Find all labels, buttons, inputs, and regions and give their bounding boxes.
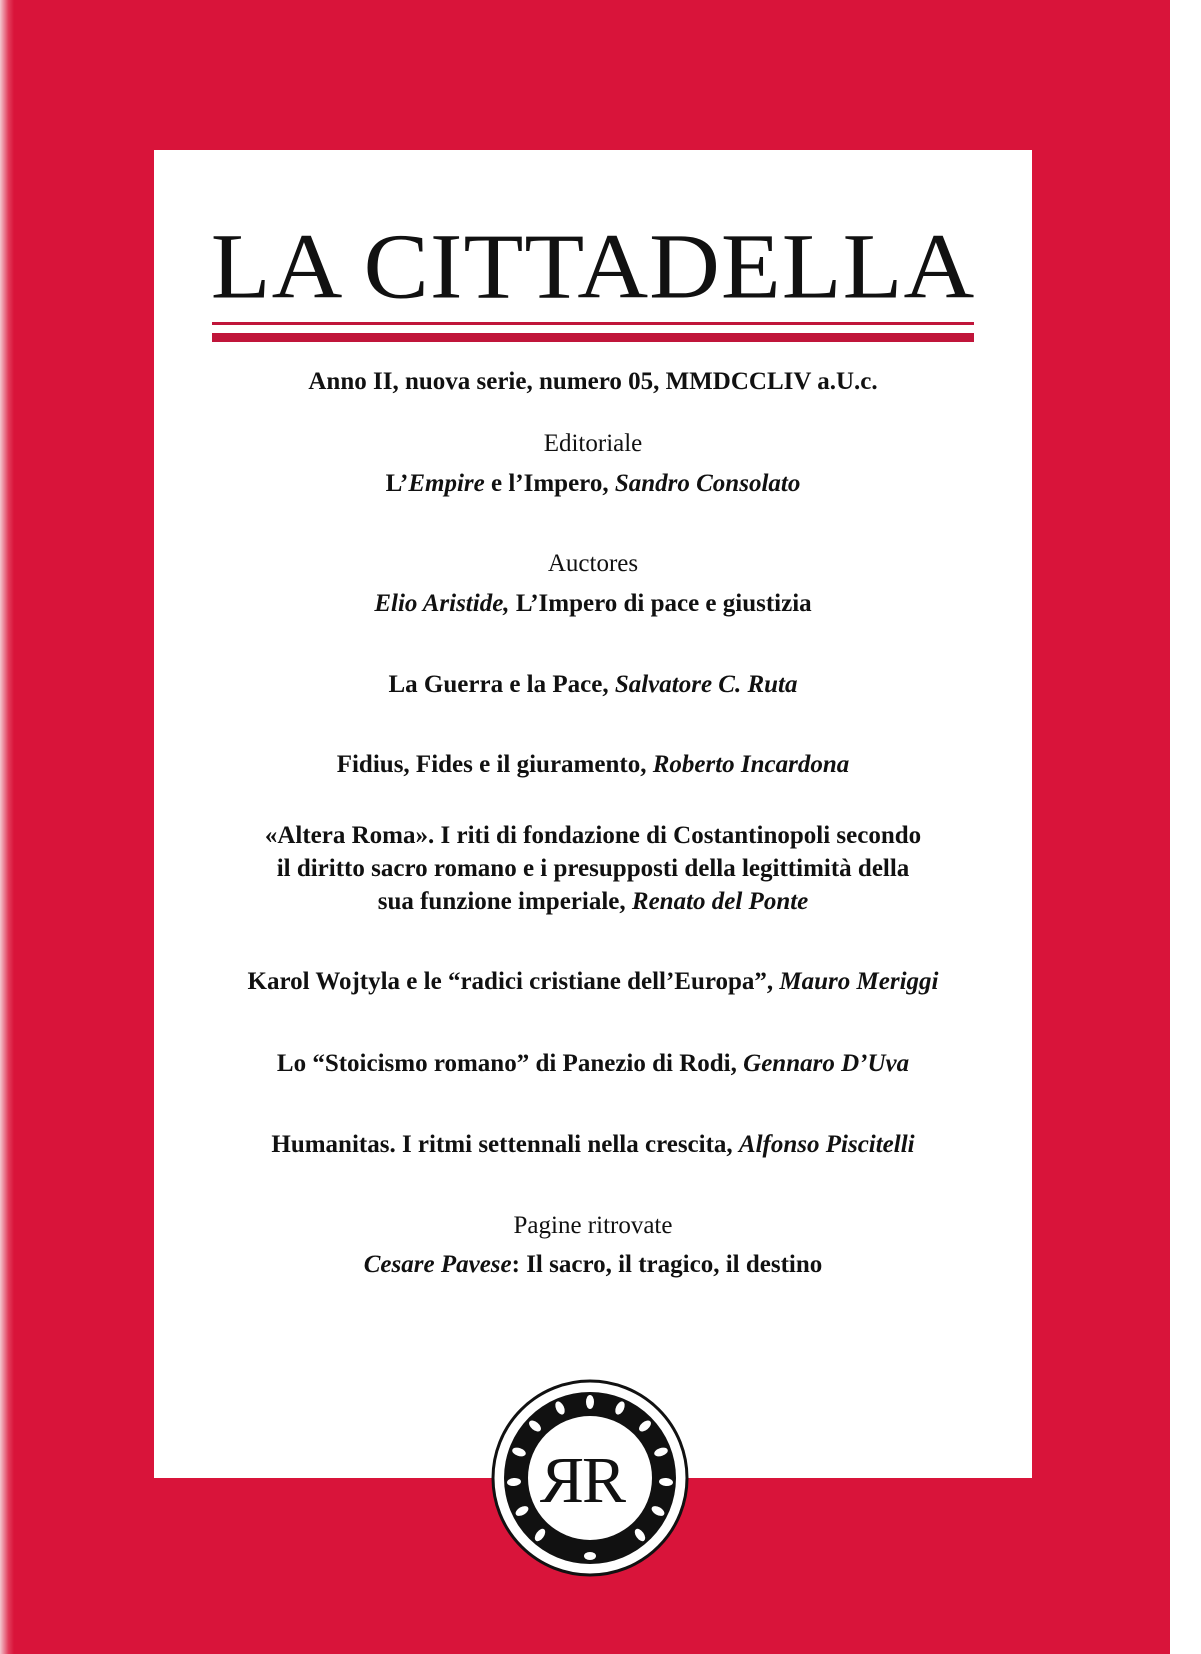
publisher-seal [490, 1378, 690, 1578]
toc-entry-altera-roma-line2: il diritto sacro romano e i presupposti della legittimità della [276, 855, 910, 882]
section-heading-editoriale: Editoriale [543, 430, 643, 457]
title-rule-thin [212, 322, 974, 325]
toc-entry-fidius: Fidius, Fides e il giuramento, Roberto Incardona [336, 751, 850, 778]
toc-entry-altera-roma-line1: «Altera Roma». I riti di fondazione di Costantinopoli secondo [264, 822, 922, 849]
title-rule-thick [212, 333, 974, 342]
contents-panel [154, 150, 1032, 1517]
toc-entry-aristide: Elio Aristide, L’Impero di pace e giustizia [374, 590, 812, 617]
section-heading-auctores: Auctores [547, 550, 639, 577]
toc-entry-altera-roma-line3: sua funzione imperiale, Renato del Ponte [377, 888, 809, 915]
toc-entry-editoriale: L’Empire e l’Impero, Sandro Consolato [385, 470, 801, 497]
issue-line: Anno II, nuova serie, numero 05, MMDCCLIV a.U.c. [308, 368, 878, 395]
section-heading-pagine-ritrovate: Pagine ritrovate [513, 1212, 673, 1239]
toc-entry-pavese: Cesare Pavese: Il sacro, il tragico, il destino [363, 1251, 823, 1278]
journal-title: LA CITTADELLA [210, 215, 976, 319]
toc-entry-humanitas: Humanitas. I ritmi settennali nella crescita, Alfonso Piscitelli [271, 1131, 915, 1158]
svg-text:R: R [581, 1444, 627, 1517]
toc-entry-stoicismo: Lo “Stoicismo romano” di Panezio di Rodi, Gennaro D’Uva [276, 1050, 910, 1077]
svg-text:R: R [539, 1444, 585, 1517]
toc-entry-wojtyla: Karol Wojtyla e le “radici cristiane dell’Europa”, Mauro Meriggi [247, 968, 939, 995]
cover-spine-edge [0, 0, 14, 1654]
toc-entry-guerra: La Guerra e la Pace, Salvatore C. Ruta [388, 671, 798, 698]
